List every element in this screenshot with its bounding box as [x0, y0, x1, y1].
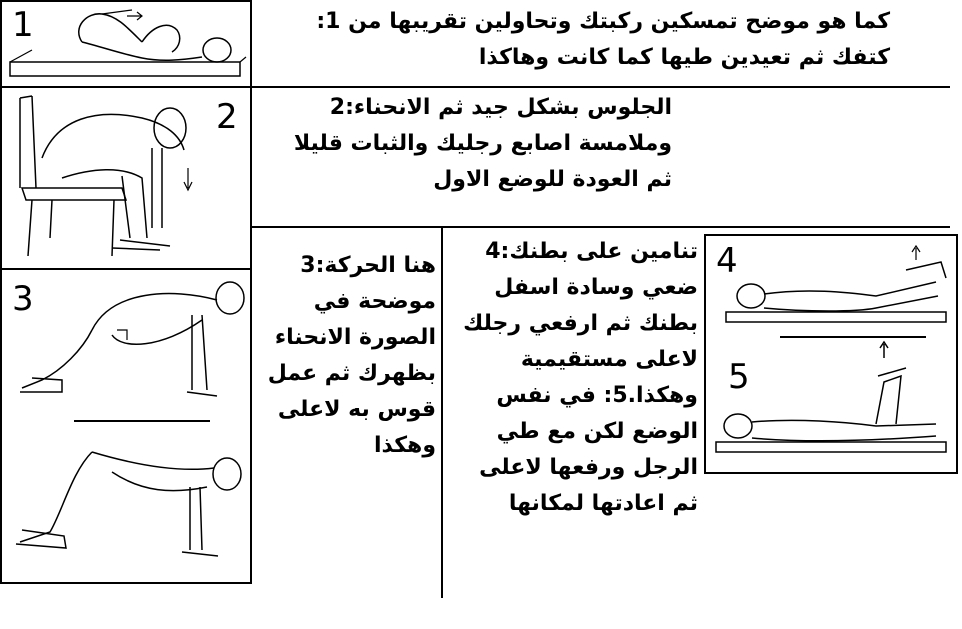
divider-column-3-4	[441, 228, 443, 598]
step-number-1: 1	[12, 5, 34, 45]
prone-straight-leg-raise-illustration	[706, 236, 956, 336]
figure-4-5-box	[704, 234, 958, 474]
figure-3-separator	[74, 420, 210, 422]
step-number-2: 2	[216, 97, 238, 137]
cat-pose-illustration	[2, 270, 250, 420]
seated-toe-touch-illustration	[2, 88, 250, 268]
step-3-instructions: هنا الحركة:3 موضحة في الصورة الانحناء بظهرك ثم عمل قوس به لاعلى وهكذا	[267, 253, 436, 458]
figure-4-5-separator	[780, 336, 926, 338]
cow-pose-illustration	[2, 432, 250, 582]
step-1-instructions: كما هو موضح تمسكين ركبتك وتحاولين تقريبها من 1: كتفك ثم تعيدين طيها كما كانت وهاكذا	[316, 9, 890, 70]
step-number-5: 5	[728, 357, 750, 397]
arrow-up-icon	[874, 340, 894, 360]
step-number-4: 4	[716, 241, 738, 281]
figure-3-box	[0, 268, 252, 584]
knee-to-chest-illustration	[2, 2, 250, 86]
step-number-3: 3	[12, 279, 34, 319]
figure-2-box	[0, 86, 252, 270]
figure-1-box	[0, 0, 252, 88]
step-4-5-instructions: تنامين على بطنك:4 ضعي وسادة اسفل بطنك ثم ارفعي رجلك لاعلى مستقيمية وهكذا.5: في نفس الوضع لكن مع طي الرجل ورفعها لاعلى ثم اعادتها لمكانها	[463, 239, 698, 516]
step-2-instructions: الجلوس بشكل جيد ثم الانحناء:2 وملامسة اصابع رجليك والثبات قليلا ثم العودة للوضع الاول	[293, 95, 672, 192]
divider-middle-row	[250, 226, 950, 228]
